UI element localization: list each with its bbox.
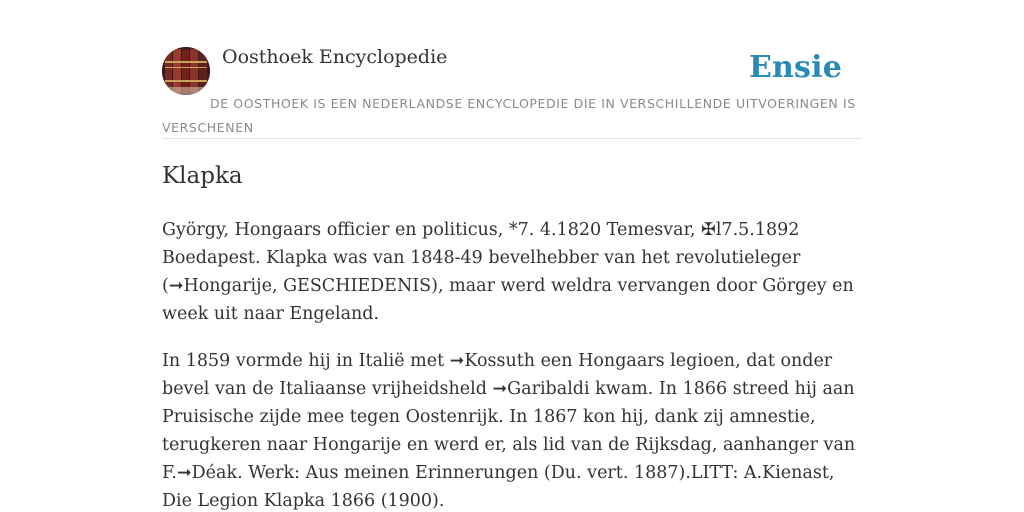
article-body <box>162 216 864 512</box>
book-spines-icon[interactable] <box>162 47 210 95</box>
article-paragraph: György, Hongaars officier en politicus, *7. 4.1820 Temesvar, ✠l7.5.1892 Boedapest. Klapka was van 1848-49 bevelhebber van het revolutieleger (➞Hongarije, GESCHIEDENIS), maar werd weldra vervangen door Görgey en week uit naar Engeland. <box>162 220 854 324</box>
site-title[interactable]: Oosthoek Encyclopedie <box>222 46 448 68</box>
ensie-logo-link[interactable]: Ensie <box>748 50 842 85</box>
site-header <box>162 44 862 139</box>
article-paragraph: In 1859 vormde hij in Italië met ➞Kossuth een Hongaars legioen, dat onder bevel van de Italiaanse vrijheidsheld ➞Garibaldi kwam. In 1866 streed hij aan Pruisische zijde mee tegen Oostenrijk. In 1867 kon hij, dank zij amnestie, terugkeren naar Hongarije en werd er, als lid van de Rijksdag, aanhanger van F.➞Déak. Werk: Aus meinen Erinnerungen (Du. vert. 1887).LITT: A.Kienast, Die Legion Klapka 1866 (1900). <box>162 351 856 511</box>
article-title: Klapka <box>162 163 243 189</box>
site-tagline: DE OOSTHOEK IS EEN NEDERLANDSE ENCYCLOPEDIE DIE IN VERSCHILLENDE UITVOERINGEN IS VERSCHENEN <box>162 96 856 135</box>
